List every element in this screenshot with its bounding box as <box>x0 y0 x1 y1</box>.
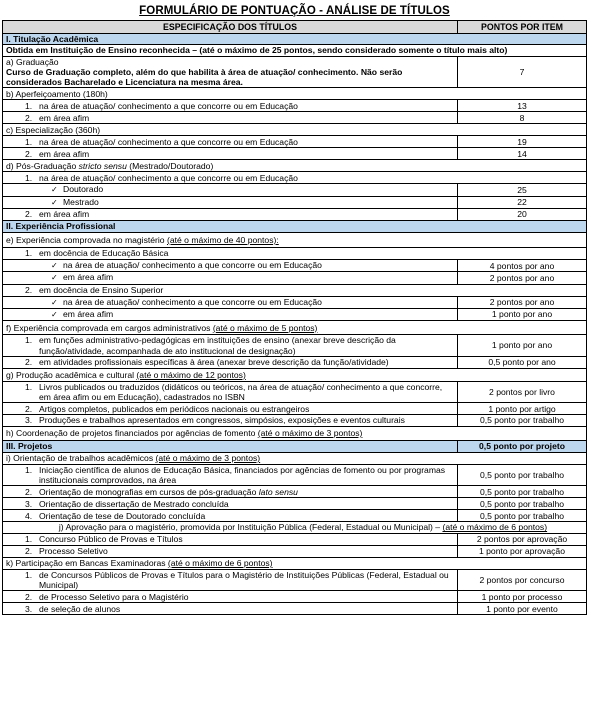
item-number: 3. <box>25 498 33 509</box>
item-cell <box>3 172 587 184</box>
item-text: Curso de Graduação completo, além do que habilita à área de atuação/ conhecimento. Não serão considerados Bacharelado e Licenciatura na mesma área. <box>6 66 403 88</box>
item-cell <box>3 591 458 603</box>
points-cell: 22 <box>458 196 587 208</box>
item-text: Livros publicados ou traduzidos (didáticos ou teóricos, na área de atuação/ conhecimento a que concorre, em área afim ou em Educação), cadastrados no ISBN <box>39 381 443 403</box>
item-cell <box>3 603 458 615</box>
points-cell: 20 <box>458 209 587 221</box>
item-cell <box>3 136 458 148</box>
item-text: em docência de Ensino Superior <box>39 285 164 296</box>
group-label-text: e) Experiência comprovada no magistério <box>6 234 167 245</box>
table-row <box>3 498 587 510</box>
header-spec: ESPECIFICAÇÃO DOS TÍTULOS <box>3 21 458 34</box>
points-cell: 25 <box>458 184 587 196</box>
group-label <box>3 522 587 533</box>
points-cell: 0,5 ponto por trabalho <box>458 415 587 426</box>
points-cell: 2 pontos por ano <box>458 296 587 308</box>
item-cell <box>3 381 458 403</box>
group-label <box>3 426 587 440</box>
points-cell: 1 ponto por evento <box>458 603 587 615</box>
table-row <box>3 233 587 248</box>
item-text: em área afim <box>39 112 90 123</box>
checkmark-icon: ✓ <box>51 197 58 207</box>
table-row <box>3 296 587 308</box>
table-row <box>3 557 587 569</box>
group-label-text: i) Orientação de trabalhos acadêmicos <box>6 453 156 464</box>
item-text: em área afim <box>39 148 90 159</box>
group-label <box>3 160 587 172</box>
group-label <box>3 557 587 569</box>
group-label <box>3 233 587 248</box>
section-subtitle: Obtida em Instituição de Ensino reconhecida – (até o máximo de 25 pontos, sendo considerado somente o título mais alto) <box>3 44 586 55</box>
points-cell: 14 <box>458 148 587 160</box>
item-cell <box>3 464 458 486</box>
limit-text: (até o máximo de 40 pontos): <box>166 234 279 245</box>
checkmark-icon: ✓ <box>51 261 58 271</box>
table-row <box>3 88 587 100</box>
group-label-text: j) Aprovação para o magistério, promovida por Instituição Pública (Federal, Estadual ou Municipal) – <box>58 522 443 533</box>
checkmark-icon: ✓ <box>51 185 58 195</box>
item-cell <box>3 486 458 498</box>
limit-text: (até o máximo de 6 pontos) <box>167 557 273 568</box>
table-row <box>3 545 587 557</box>
table-header <box>3 21 587 34</box>
table-row <box>3 522 587 533</box>
item-cell <box>3 545 458 557</box>
item-cell <box>3 569 458 591</box>
group-label <box>3 321 587 335</box>
section-title: II. Experiência Profissional <box>3 221 587 233</box>
group-label-text: f) Experiência comprovada em cargos administrativos <box>6 322 213 333</box>
item-number: 2. <box>25 112 33 123</box>
limit-text: (até o máximo de 5 pontos) <box>212 322 318 333</box>
table-row <box>3 248 587 260</box>
checkmark-icon: ✓ <box>51 273 58 283</box>
item-number: 1. <box>25 248 33 259</box>
limit-text: (até o máximo de 12 pontos) <box>136 369 246 380</box>
table-row <box>3 272 587 284</box>
item-cell <box>3 148 458 160</box>
group-label <box>3 452 587 464</box>
limit-text: (até o máximo de 3 pontos) <box>257 428 363 439</box>
points-cell: 7 <box>458 56 587 88</box>
item-text: na área de atuação/ conhecimento a que concorre ou em Educação <box>39 100 298 111</box>
item-number: 4. <box>25 510 33 521</box>
table-row <box>3 591 587 603</box>
item-number: 2. <box>25 285 33 296</box>
item-text: Concurso Público de Provas e Títulos <box>39 533 183 544</box>
item-text: em funções administrativo-pedagógicas em instituições de ensino (anexar breve descrição da função/atividade, acompanhada de ato institucional de designação) <box>39 335 396 356</box>
table-row <box>3 426 587 440</box>
item-number: 3. <box>25 415 33 426</box>
section-title: I. Titulação Acadêmica Obtida em Instituição de Ensino reconhecida – (até o máximo de 25 pontos, sendo considerado somente o título mais alto) <box>3 34 587 57</box>
table-row <box>3 260 587 272</box>
item-text: em área afim <box>63 308 114 319</box>
points-cell: 0,5 ponto por ano <box>458 356 587 368</box>
table-row <box>3 160 587 172</box>
table-row <box>3 381 587 403</box>
item-text: na área de atuação/ conhecimento a que concorre ou em Educação <box>63 260 322 271</box>
item-number: 1. <box>25 533 33 544</box>
item-text: Produções e trabalhos apresentados em congressos, simpósios, exposições e eventos culturais <box>39 415 405 426</box>
item-text: Orientação de monografias em cursos de pós-graduação <box>39 486 259 497</box>
item-cell <box>3 209 458 221</box>
limit-text: (até o máximo de 6 pontos) <box>442 522 548 533</box>
item-cell <box>3 510 458 522</box>
table-row <box>3 112 587 124</box>
points-cell: 2 pontos por ano <box>458 272 587 284</box>
checkmark-icon: ✓ <box>51 309 58 319</box>
table-row <box>3 569 587 591</box>
item-number: 1. <box>25 136 33 147</box>
item-cell <box>3 56 458 88</box>
item-text: em atividades profissionais específicas à área (anexar breve descrição da função/atividade) <box>39 357 389 368</box>
points-cell: 2 pontos por concurso <box>458 569 587 591</box>
item-cell <box>3 335 458 357</box>
section-title: III. Projetos <box>3 440 458 452</box>
points-cell: 1 ponto por aprovação <box>458 545 587 557</box>
item-text: Orientação de dissertação de Mestrado concluída <box>39 498 229 509</box>
item-text: em área afim <box>63 272 114 283</box>
section-header <box>3 34 587 57</box>
item-cell <box>3 308 458 320</box>
item-cell <box>3 296 458 308</box>
item-number: 2. <box>25 486 33 497</box>
item-cell <box>3 498 458 510</box>
points-cell: 0,5 ponto por trabalho <box>458 486 587 498</box>
table-row <box>3 209 587 221</box>
item-text: de Concursos Públicos de Provas e Títulos para o Magistério de Instituições Públicas (Federal, Estadual ou Municipal) <box>39 569 449 590</box>
table-row <box>3 368 587 381</box>
group-label-text: (Mestrado/Doutorado) <box>126 160 214 171</box>
table-row <box>3 486 587 498</box>
item-number: 3. <box>25 603 33 614</box>
points-cell: 0,5 ponto por trabalho <box>458 510 587 522</box>
item-text: de seleção de alunos <box>39 603 121 614</box>
table-row <box>3 510 587 522</box>
points-cell: 0,5 ponto por trabalho <box>458 464 587 486</box>
item-text: de Processo Seletivo para o Magistério <box>39 591 189 602</box>
item-cell <box>3 260 458 272</box>
item-text: em área afim <box>39 209 90 220</box>
scoring-table <box>2 20 587 615</box>
table-row <box>3 184 587 196</box>
points-cell: 1 ponto por ano <box>458 335 587 357</box>
item-label: a) Graduação <box>6 56 59 67</box>
group-label-italic: stricto sensu <box>78 160 127 171</box>
group-label-text: d) Pós-Graduação <box>6 160 79 171</box>
group-label-text: g) Produção acadêmica e cultural <box>6 369 137 380</box>
table-row <box>3 100 587 112</box>
section-points: 0,5 ponto por projeto <box>458 440 587 452</box>
item-text-italic: lato sensu <box>258 486 298 497</box>
item-number: 1. <box>25 335 33 346</box>
table-row <box>3 321 587 335</box>
table-row <box>3 284 587 296</box>
item-text: Mestrado <box>63 196 99 207</box>
table-row <box>3 124 587 136</box>
points-cell: 13 <box>458 100 587 112</box>
item-number: 1. <box>25 100 33 111</box>
section-header <box>3 440 587 452</box>
item-text: em docência de Educação Básica <box>39 248 169 259</box>
item-number: 2. <box>25 148 33 159</box>
table-row <box>3 335 587 357</box>
points-cell: 1 ponto por artigo <box>458 403 587 415</box>
item-cell <box>3 100 458 112</box>
item-cell <box>3 272 458 284</box>
table-row <box>3 464 587 486</box>
item-text: na área de atuação/ conhecimento a que concorre ou em Educação <box>63 296 322 307</box>
table-row <box>3 172 587 184</box>
points-cell: 4 pontos por ano <box>458 260 587 272</box>
group-label-text: h) Coordenação de projetos financiados por agências de fomento <box>6 428 258 439</box>
item-number: 1. <box>25 569 33 580</box>
item-cell <box>3 196 458 208</box>
table-row <box>3 415 587 426</box>
item-cell <box>3 248 587 260</box>
item-cell <box>3 184 458 196</box>
points-cell: 1 ponto por processo <box>458 591 587 603</box>
item-cell <box>3 112 458 124</box>
checkmark-icon: ✓ <box>51 297 58 307</box>
table-row <box>3 452 587 464</box>
item-text: Artigos completos, publicados em periódicos nacionais ou estrangeiros <box>39 403 310 414</box>
item-cell <box>3 403 458 415</box>
table-row <box>3 56 587 88</box>
table-row <box>3 403 587 415</box>
item-text: Orientação de tese de Doutorado concluída <box>39 510 206 521</box>
item-text: Doutorado <box>63 184 104 195</box>
group-label-text: k) Participação em Bancas Examinadoras <box>6 557 168 568</box>
table-row <box>3 148 587 160</box>
table-row <box>3 196 587 208</box>
item-number: 1. <box>25 172 33 183</box>
item-cell <box>3 284 587 296</box>
points-cell: 1 ponto por ano <box>458 308 587 320</box>
group-label: c) Especialização (360h) <box>3 124 587 136</box>
item-number: 2. <box>25 545 33 556</box>
item-number: 2. <box>25 209 33 220</box>
item-number: 2. <box>25 357 33 368</box>
item-text: Iniciação científica de alunos de Educação Básica, financiados por agências de fomento ou por programas institucionais comprovados, na área <box>39 464 446 486</box>
item-number: 1. <box>25 381 33 392</box>
section-header <box>3 221 587 233</box>
group-label: b) Aperfeiçoamento (180h) <box>3 88 587 100</box>
header-points: PONTOS POR ITEM <box>458 21 587 34</box>
item-number: 1. <box>25 464 33 475</box>
form-title: FORMULÁRIO DE PONTUAÇÃO - ANÁLISE DE TÍTULOS <box>139 5 450 17</box>
item-text: na área de atuação/ conhecimento a que concorre ou em Educação <box>39 136 298 147</box>
points-cell: 19 <box>458 136 587 148</box>
points-cell: 2 pontos por livro <box>458 381 587 403</box>
table-row <box>3 356 587 368</box>
item-cell <box>3 356 458 368</box>
item-number: 2. <box>25 403 33 414</box>
item-text: Processo Seletivo <box>39 545 108 556</box>
points-cell: 8 <box>458 112 587 124</box>
table-row <box>3 136 587 148</box>
table-row <box>3 533 587 545</box>
item-text: na área de atuação/ conhecimento a que concorre ou em Educação <box>39 172 298 183</box>
table-row <box>3 603 587 615</box>
group-label <box>3 368 587 381</box>
item-cell <box>3 415 458 426</box>
points-cell: 2 pontos por aprovação <box>458 533 587 545</box>
table-row <box>3 308 587 320</box>
item-cell <box>3 533 458 545</box>
points-cell: 0,5 ponto por trabalho <box>458 498 587 510</box>
limit-text: (até o máximo de 3 pontos) <box>155 453 261 464</box>
item-number: 2. <box>25 591 33 602</box>
